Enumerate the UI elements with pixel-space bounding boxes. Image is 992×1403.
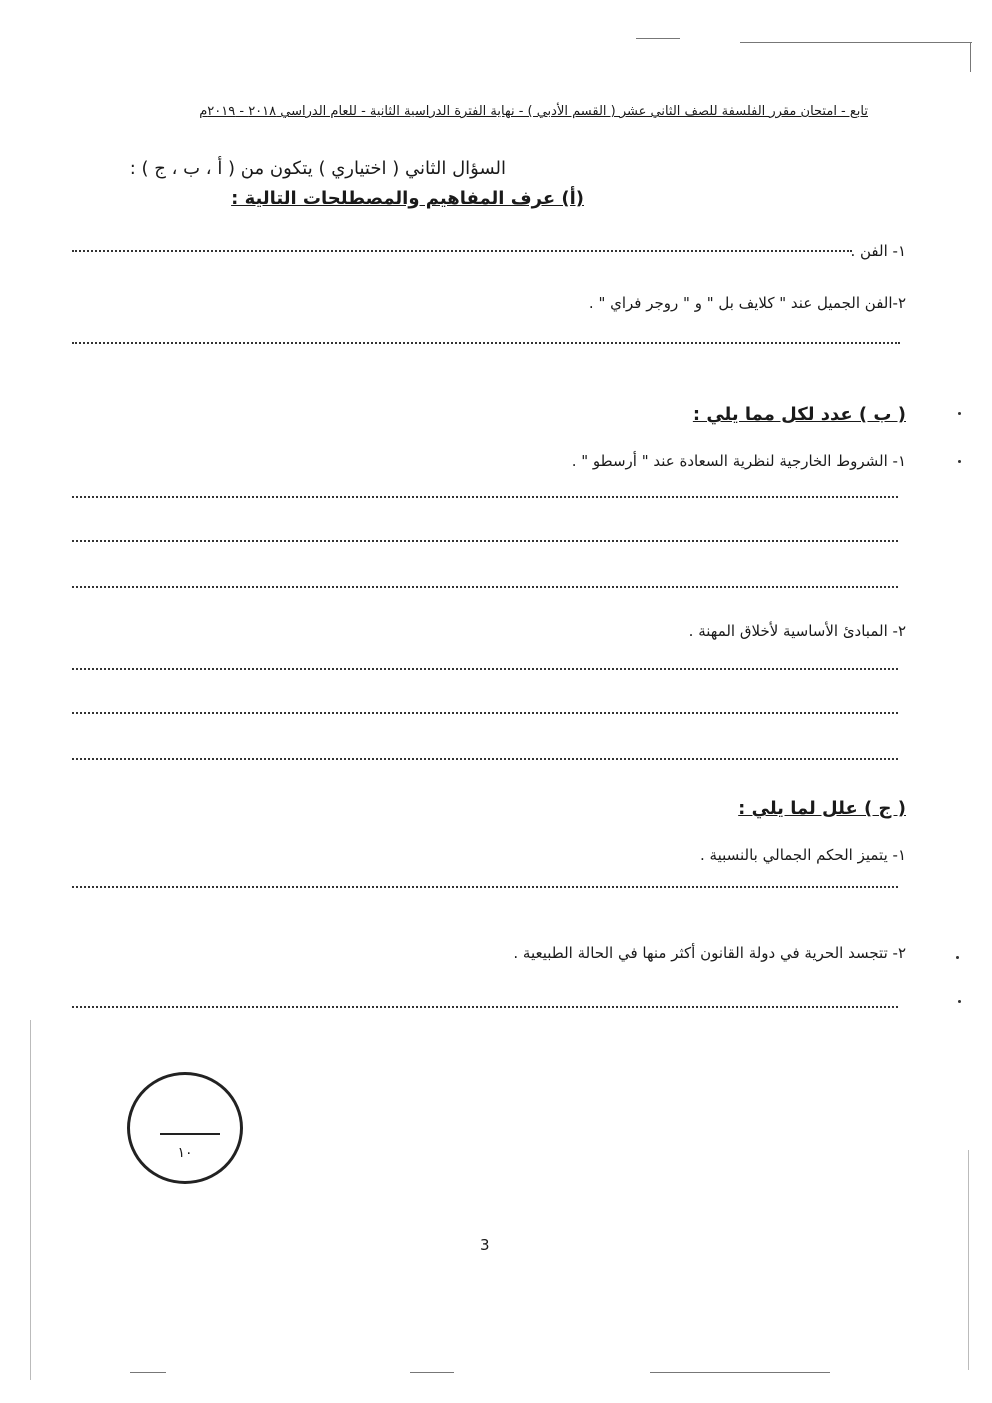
answer-line [72, 540, 898, 542]
scan-mark-left-edge [30, 1020, 31, 1380]
answer-line [72, 342, 900, 344]
score-circle [127, 1072, 243, 1184]
scan-mark-bottom-right [650, 1372, 830, 1373]
answer-line [72, 668, 898, 670]
part-a-item-1: ١- الفن . [850, 242, 906, 260]
score-divider [160, 1133, 220, 1135]
answer-line [72, 586, 898, 588]
margin-mark [958, 412, 961, 415]
answer-line [72, 886, 898, 888]
part-a-item-2: ٢-الفن الجميل عند " كلايف بل " و " روجر فراي " . [588, 294, 906, 312]
answer-line [72, 712, 898, 714]
question-title: السؤال الثاني ( اختياري ) يتكون من ( أ ، ب ، ج ) : [129, 158, 506, 179]
part-c-title: ( ج ) علل لما يلي : [738, 798, 906, 819]
margin-mark [956, 956, 959, 959]
part-a-title: (أ) عرف المفاهيم والمصطلحات التالية : [231, 188, 584, 209]
scan-mark-top [636, 38, 680, 39]
part-b-item-1: ١- الشروط الخارجية لنظرية السعادة عند " أرسطو " . [571, 452, 906, 470]
part-c-item-1: ١- يتميز الحكم الجمالي بالنسبية . [700, 846, 906, 864]
scan-mark-right-edge-lower [968, 1150, 969, 1370]
score-value: ١٠ [177, 1145, 193, 1161]
margin-mark [958, 460, 961, 463]
exam-header: تابع - امتحان مقرر الفلسفة للصف الثاني عشر ( القسم الأدبي ) - نهاية الفترة الدراسية الثانية - للعام الدراسي ٢٠١٨ - ٢٠١٩م [199, 104, 868, 119]
part-b-title: ( ب ) عدد لكل مما يلي : [692, 404, 906, 425]
answer-line [72, 1006, 898, 1008]
answer-line [72, 496, 898, 498]
scan-mark-bottom-left [130, 1372, 166, 1373]
answer-line [72, 250, 852, 252]
page-number: 3 [480, 1236, 490, 1254]
scan-mark-bottom-center [410, 1372, 454, 1373]
scan-mark-right-edge [970, 42, 971, 72]
part-c-item-2: ٢- تتجسد الحرية في دولة القانون أكثر منها في الحالة الطبيعية . [513, 944, 906, 962]
margin-mark [958, 1000, 961, 1003]
answer-line [72, 758, 898, 760]
scan-mark-top-right [740, 42, 972, 43]
part-b-item-2: ٢- المبادئ الأساسية لأخلاق المهنة . [688, 622, 906, 640]
